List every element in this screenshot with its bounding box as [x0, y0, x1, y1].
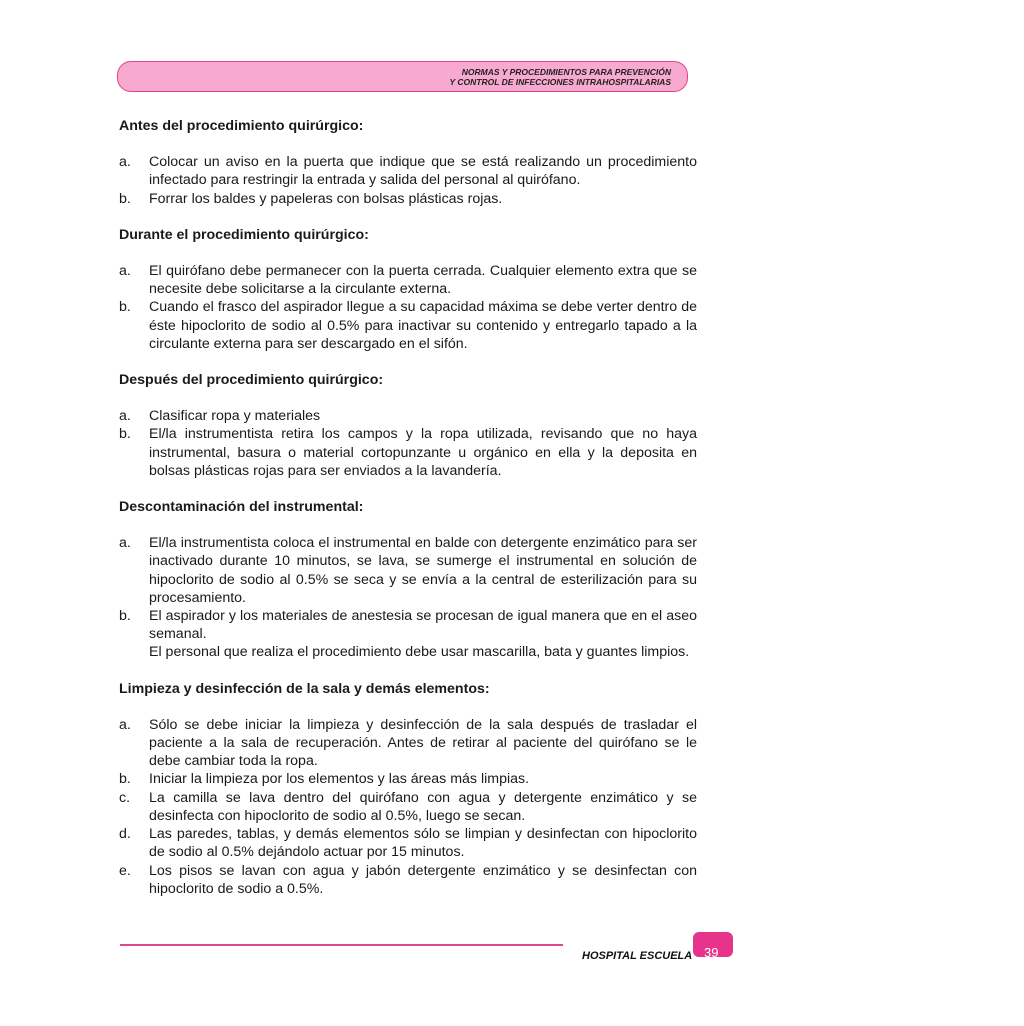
item-letter: b.	[119, 299, 131, 316]
document-body	[119, 117, 697, 916]
section-title: Después del procedimiento quirúrgico:	[119, 372, 384, 389]
list-item	[119, 262, 697, 298]
list-item	[119, 407, 697, 425]
footer-divider	[120, 944, 563, 946]
list-item	[119, 607, 697, 643]
header-line-2: Y CONTROL DE INFECCIONES INTRAHOSPITALARIAS	[449, 77, 671, 87]
item-text: Forrar los baldes y papeleras con bolsas plásticas rojas.	[149, 190, 503, 207]
item-letter: b.	[119, 771, 131, 788]
list-item	[119, 190, 697, 208]
section-durante	[119, 226, 697, 353]
section-title: Durante el procedimiento quirúrgico:	[119, 226, 369, 243]
item-text: Sólo se debe iniciar la limpieza y desinfección de la sala después de trasladar el paciente a la sala de recuperación. Antes de retirar al paciente del quirófano se le debe cambiar toda la ropa.	[149, 716, 697, 770]
item-letter: a.	[119, 535, 131, 552]
list-item	[119, 770, 697, 788]
item-text: Iniciar la limpieza por los elementos y las áreas más limpias.	[149, 771, 530, 788]
list-item	[119, 298, 697, 353]
list-item	[119, 425, 697, 480]
list-item	[119, 716, 697, 771]
item-text: Los pisos se lavan con agua y jabón detergente enzimático y se desinfectan con hipoclorito de sodio a 0.5%.	[149, 862, 697, 897]
item-letter: a.	[119, 408, 131, 425]
section-limpieza	[119, 680, 697, 898]
item-text: Colocar un aviso en la puerta que indique que se está realizando un procedimiento infectado para restringir la entrada y salida del personal al quirófano.	[149, 154, 697, 189]
item-text: El aspirador y los materiales de anestesia se procesan de igual manera que en el aseo semanal.	[149, 608, 697, 643]
item-letter: a.	[119, 716, 131, 733]
header-banner	[117, 61, 688, 92]
footer-label: HOSPITAL ESCUELA	[582, 950, 693, 962]
item-letter: d.	[119, 826, 131, 843]
item-letter: c.	[119, 789, 131, 806]
item-text: El/la instrumentista coloca el instrumental en balde con detergente enzimático para ser inactivado durante 10 minutos, se lava, se sumerge el instrumental en solución de hipoclorito de sodio al 0.5% se seca y se envía a la central de esterilización para su procesamiento.	[149, 535, 697, 606]
section-despues	[119, 371, 697, 480]
list-item	[119, 534, 697, 607]
section-title: Antes del procedimiento quirúrgico:	[119, 118, 364, 134]
item-letter: a.	[119, 263, 131, 280]
section-title: Descontaminación del instrumental:	[119, 499, 364, 516]
item-text: El/la instrumentista retira los campos y la ropa utilizada, revisando que no haya instrumental, basura o material cortopunzante u orgánico en ella y la deposita en bolsas plásticas rojas para ser enviados a la lavandería.	[149, 426, 697, 479]
section-antes	[119, 117, 697, 208]
item-text: Cuando el frasco del aspirador llegue a su capacidad máxima se debe verter dentro de éste hipoclorito de sodio al 0.5% para inactivar su contenido y entregarlo tapado a la circulante externa para ser descargado en el sifón.	[149, 299, 697, 352]
section-descontaminacion	[119, 498, 697, 662]
item-text: Las paredes, tablas, y demás elementos sólo se limpian y desinfectan con hipoclorito de sodio al 0.5% dejándolo actuar por 15 minutos.	[149, 826, 697, 861]
item-letter: b.	[119, 190, 131, 207]
item-letter: b.	[119, 608, 131, 625]
item-letter: e.	[119, 862, 131, 879]
item-text: La camilla se lava dentro del quirófano con agua y detergente enzimático y se desinfecta con hipoclorito de sodio al 0.5%, luego se secan.	[149, 789, 697, 824]
section-title: Limpieza y desinfección de la sala y demás elementos:	[119, 680, 490, 697]
header-title	[450, 67, 672, 87]
item-text: El quirófano debe permanecer con la puerta cerrada. Cualquier elemento extra que se necesite debe solicitarse a la circulante externa.	[149, 263, 697, 298]
header-line-1: NORMAS Y PROCEDIMIENTOS PARA PREVENCIÓN	[461, 67, 671, 77]
list-item	[119, 825, 697, 861]
extra-note: El personal que realiza el procedimiento debe usar mascarilla, bata y guantes limpios.	[149, 644, 690, 661]
item-text: Clasificar ropa y materiales	[149, 408, 321, 425]
page-number: 39	[704, 945, 719, 960]
list-item	[119, 789, 697, 825]
list-item	[119, 153, 697, 189]
item-letter: a.	[119, 154, 131, 171]
item-letter: b.	[119, 426, 131, 443]
list-item	[119, 862, 697, 898]
